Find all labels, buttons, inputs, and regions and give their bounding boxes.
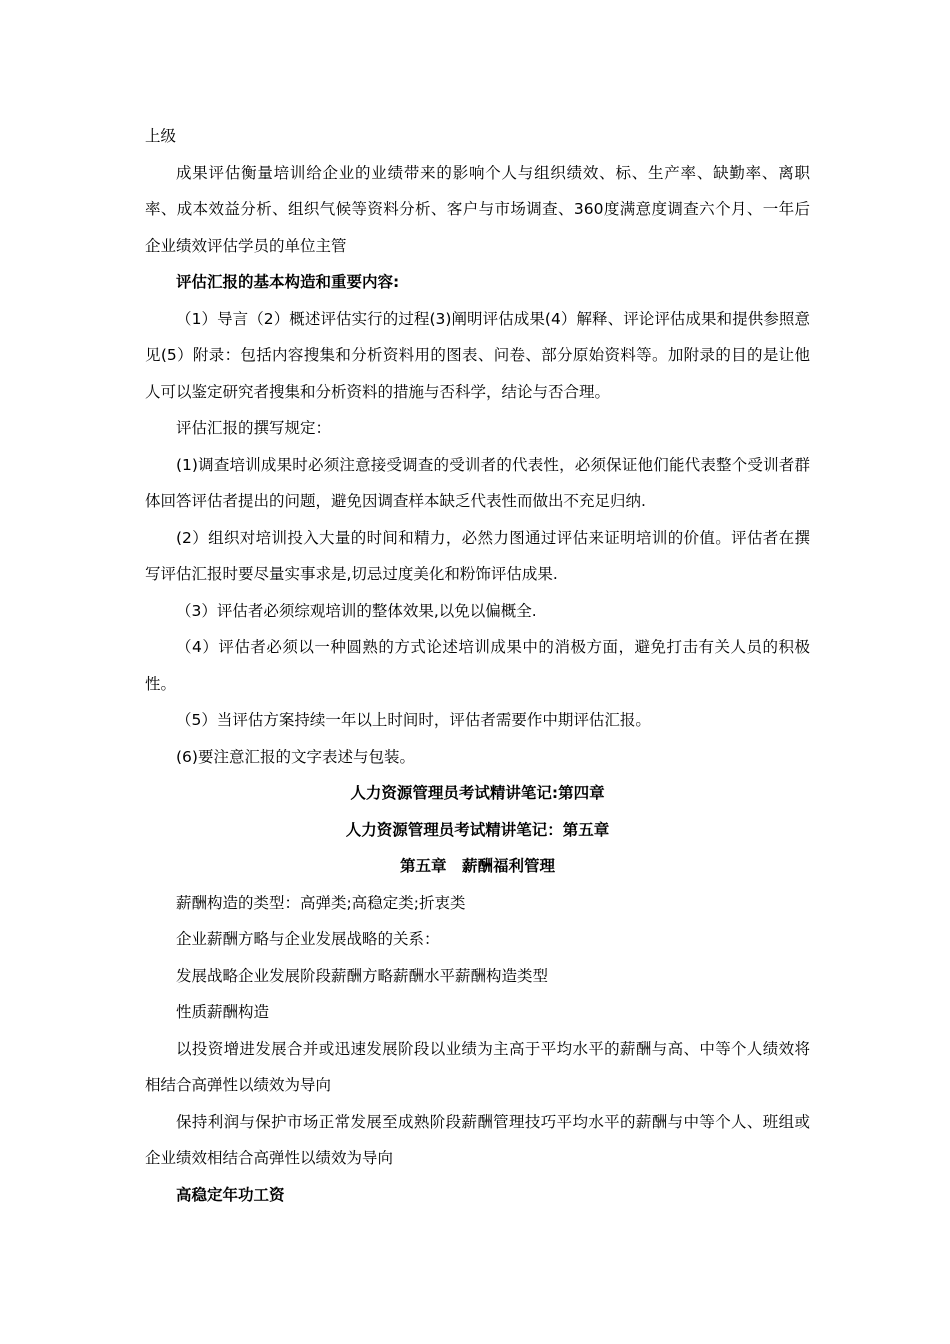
paragraph-superior: 上级 <box>145 127 177 145</box>
chapter-title-4: 人力资源管理员考试精讲笔记:第四章 <box>350 784 605 802</box>
paragraph-rule-4: （4）评估者必须以一种圆熟的方式论述培训成果中的消极方面，避免打击有关人员的积极性。 <box>145 638 810 693</box>
paragraph-rule-3: （3）评估者必须综观培训的整体效果,以免以偏概全. <box>176 601 537 620</box>
paragraph-strategy-maintain: 保持利润与保护市场正常发展至成熟阶段薪酬管理技巧平均水平的薪酬与中等个人、班组或企业绩效相结合高弹性以绩效为导向 <box>145 1112 810 1167</box>
paragraph-table-header-2: 性质薪酬构造 <box>176 1003 270 1021</box>
document-page <box>145 118 810 1213</box>
paragraph-salary-strategy-relation: 企业薪酬方略与企业发展战略的关系： <box>176 930 440 948</box>
section-heading-report-rules: 评估汇报的撰写规定： <box>176 419 332 437</box>
chapter-subtitle-5: 第五章 薪酬福利管理 <box>399 857 555 875</box>
paragraph-high-stability: 高稳定年功工资 <box>176 1185 285 1204</box>
chapter-title-5: 人力资源管理员考试精讲笔记：第五章 <box>345 820 610 839</box>
paragraph-rule-5: （5）当评估方案持续一年以上时间时，评估者需要作中期评估汇报。 <box>176 711 651 729</box>
paragraph-rule-1: (1)调查培训成果时必须注意接受调查的受训者的代表性，必须保证他们能代表整个受训者群体回答评估者提出的问题，避免因调查样本缺乏代表性而做出不充足归纳. <box>145 455 810 510</box>
paragraph-report-contents: （1）导言（2）概述评估实行的过程(3)阐明评估成果(4）解释、评论评估成果和提供参照意见(5）附录：包括内容搜集和分析资料用的图表、问卷、部分原始资料等。加附录的目的是让他人可以鉴定研究者搜集和分析资料的措施与否科学，结论与否合理。 <box>145 309 810 401</box>
paragraph-salary-types: 薪酬构造的类型：高弹类;高稳定类;折衷类 <box>176 893 466 912</box>
paragraph-rule-2: (2）组织对培训投入大量的时间和精力，必然力图通过评估来证明培训的价值。评估者在撰写评估汇报时要尽量实事求是,切忌过度美化和粉饰评估成果. <box>145 528 810 583</box>
paragraph-outcome-evaluation: 成果评估衡量培训给企业的业绩带来的影响个人与组织绩效、标、生产率、缺勤率、离职率、成本效益分析、组织气候等资料分析、客户与市场调查、360度满意度调查六个月、一年后企业绩效评估学员的单位主管 <box>145 163 810 255</box>
paragraph-strategy-invest: 以投资增进发展合并或迅速发展阶段以业绩为主高于平均水平的薪酬与高、中等个人绩效将相结合高弹性以绩效为导向 <box>145 1039 810 1094</box>
paragraph-table-header-1: 发展战略企业发展阶段薪酬方略薪酬水平薪酬构造类型 <box>176 966 549 985</box>
section-heading-report-structure: 评估汇报的基本构造和重要内容: <box>176 273 400 291</box>
paragraph-rule-6: (6)要注意汇报的文字表述与包装。 <box>176 747 415 766</box>
